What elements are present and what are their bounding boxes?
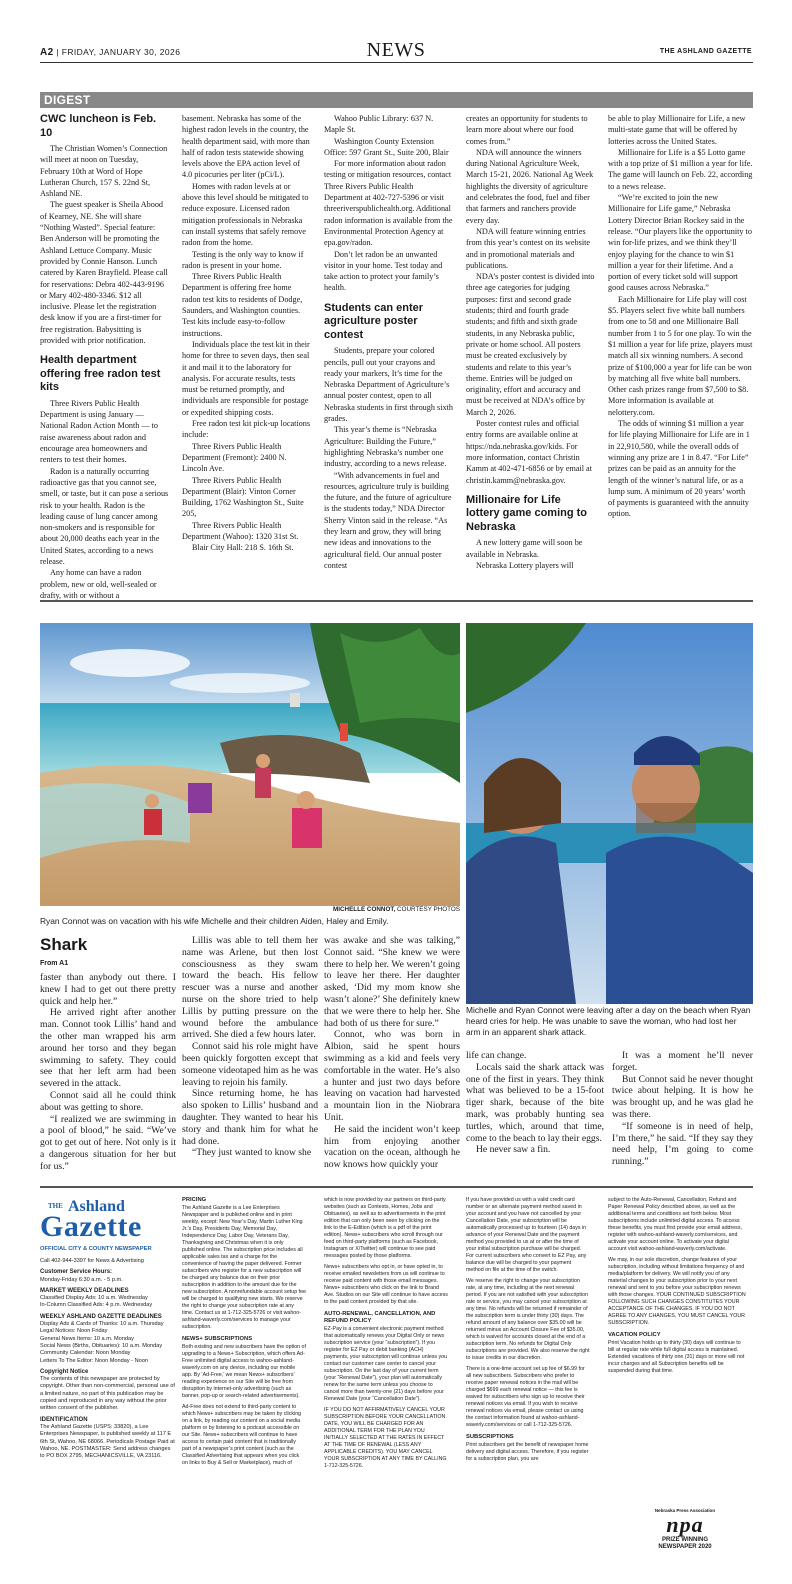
fine-print-paragraph: There is a one-time account set up fee of $6.99 for all new subscribers. Subscribers who prefer to receive paper renewal notices in the mail will be charged $699 each renewal notice — this fee is waived for subscribers who sign up to receive their renewal notices via email. If you wish to receive renewal notices via email, please contact us using the contact information found at wahoo-ashland-waverly.com/services or call 1-712-325-5726. xyxy=(466,1366,585,1428)
article-paragraph: Three Rivers Public Health Department (Blair): Vinton Corner Building, 1762 Washington St., Suite 205, xyxy=(182,475,304,519)
article-paragraph: Students, prepare your colored pencils, pull out your crayons and ready your markers, It’s time for the Nebraska Department of Agriculture’s annual poster contest, open to all Nebraska students in first through sixth grades. xyxy=(324,346,453,424)
header-rule xyxy=(40,62,753,63)
contact-line: Call 402-944-3397 for News & Advertising xyxy=(40,1258,144,1264)
weekly-deadlines-heading: WEEKLY ASHLAND GAZETTE DEADLINES xyxy=(40,1313,162,1320)
fine-print-column-1 xyxy=(182,1197,306,1471)
masthead-box xyxy=(40,1198,176,1460)
article-paragraph: Don’t let radon be an unwanted visitor in your home. Test today and take action to protect your family’s health. xyxy=(324,249,443,293)
fine-print-paragraph: Print subscribers get the benefit of newspaper home delivery and digital access. Therefore, if you register for a subscription plan, you are xyxy=(466,1442,589,1462)
photo-credit xyxy=(320,906,460,913)
story-paragraph: He arrived right after another man. Connot took Lillis’ hand and the other man wrapped his arm around her torso and they began swimming to safety. They could see that her left arm had been severed in the attack. xyxy=(40,1007,176,1090)
story-paragraph: He said the incident won’t keep him from enjoying another vacation on the ocean, although he now knows how quickly your xyxy=(324,1123,460,1171)
fine-print-paragraph: We may, in our sole discretion, change features of your subscription, including without limitations frequency of and media/platform for delivery. We will notify you of any material changes to your subscription prior to your next renewal and sent to you before your subscription renews with those changes. YOUR CONTINUED SUBSCRIPTION FOLLOWING SUCH CHANGES CONSTITUTES YOUR ACCEPTANCE OF THE CHANGES. IF YOU DO NOT AGREE TO ANY CHANGES, YOU MUST CANCEL YOUR SUBSCRIPTION. xyxy=(608,1257,746,1326)
masthead-details xyxy=(40,1258,176,1460)
cwc-headline: CWC luncheon is Feb. 10 xyxy=(40,113,157,139)
article-paragraph: The odds of winning $1 million a year for life playing Millionaire for Life are in 1 in 22,910,580, while the overall odds of winning any prize are 1 in 8.47. “For Life” prizes can be paid as an annuity for the length of the winner’s natural life, or as a lump sum. A minimum of 20 years’ worth of payments is guaranteed with the annuity option. xyxy=(608,419,750,519)
fine-print-paragraph: EZ-Pay is a convenient electronic payment method that automatically renews your Digital Only or news subscription service (your “subscription”). If you register for EZ Pay or debit banking (ACH) payments, your subscription will continue unless you contact our customer care center to cancel your subscription. On the last day of your current term (your “Renewal Date”), your plan will automatically renew for the same term unless you choose to cancel more than twenty-one (21) days before your Renewal Date (your “Cancellation Date”). xyxy=(324,1326,448,1402)
award-line: NEWSPAPER 2020 xyxy=(658,1544,712,1550)
market-deadlines-heading: MARKET WEEKLY DEADLINES xyxy=(40,1287,129,1294)
story-paragraph: life can change. xyxy=(466,1050,527,1061)
deadline-item: Social News (Births, Obituaries): 10 a.m. Monday xyxy=(40,1342,163,1349)
identification-text: The Ashland Gazette (USPS: 33820), a Lee Enterprises Newspaper, is published weekly at 117 E 6th St, Wahoo, NE 68066. Periodicals Postage Paid at Wahoo, NE. POSTMASTER: Send address changes to PO BOX 2795, MECHANICSVILLE, VA 23116. xyxy=(40,1423,175,1460)
masthead-tagline: OFFICIAL CITY & COUNTY NEWSPAPER xyxy=(40,1246,152,1252)
article-paragraph: Three Rivers Public Health Department (Wahoo): 1320 31st St. xyxy=(182,520,299,541)
poster-contest-headline: Students can enter agriculture poster contest xyxy=(324,301,424,341)
lottery-headline: Millionaire for Life lottery game coming to Nebraska xyxy=(466,493,588,533)
deadline-item: Classified Display Ads: 10 a.m. Wednesday xyxy=(40,1295,148,1302)
deadline-item: In-Column Classified Ads: 4 p.m. Wednesday xyxy=(40,1302,153,1309)
couple-selfie-photo xyxy=(466,623,753,1004)
article-paragraph: Blair City Hall: 218 S. 16th St. xyxy=(192,543,294,553)
digest-column-3 xyxy=(324,113,453,571)
article-paragraph: basement. Nebraska has some of the highest radon levels in the country, the health department said, with more than half of radon tests statewide showing levels above the EPA action level of 4.0 picocuries per liter (pCi/L). xyxy=(182,114,310,180)
article-paragraph: creates an opportunity for students to learn more about where our food comes from.” xyxy=(466,114,588,146)
article-paragraph: NDA will announce the winners during National Agriculture Week, March 15-21, 2026. National Ag Week highlights the diversity of agriculture and celebrates the food, fuel and fiber that farmers and ranchers provide every day. xyxy=(466,147,594,225)
story-column-2 xyxy=(182,935,318,1159)
story-paragraph: He never saw a fin. xyxy=(476,1144,551,1156)
logo-the: THE xyxy=(48,1202,63,1210)
article-paragraph: be able to play Millionaire for Life, a new multi-state game that will be offered by lotteries across the United States. xyxy=(608,114,746,146)
article-paragraph: Poster contest rules and official entry forms are available online at https://nda.nebraska.gov/kids. For more information, contact Christin Kamm at 402-471-6856 or by email at christin.kamm@nebraska.gov. xyxy=(466,419,592,485)
news-plus-heading: NEWS+ SUBSCRIPTIONS xyxy=(182,1336,253,1342)
digest-bar xyxy=(40,92,753,108)
customer-service-hours: Monday-Friday 6:30 a.m. - 5 p.m. xyxy=(40,1276,123,1283)
fine-print-paragraph: Print Vacation holds up to thirty (30) days will continue to bill at regular rate while full digital access is maintained. Extended vacations of thirty one (31) days or more will not incur charges and all Subscription benefits will be suspended during that time. xyxy=(608,1340,745,1374)
photographer-name: MICHELLE CONNOT, xyxy=(332,906,396,913)
fine-print-paragraph: which is now provided by our partners on third-party websites (such as Contests, Homes, Jobs and Obituaries), as well as to advertisements in the print edition that can only been seen by clicking on the link to the E-Edition (which is a pdf of the print edition). News+ subscribers who scroll through our feed on third-party platforms (such as Facebook, Instagram or X/Twitter) will continue to see paid messages posted by those platforms. xyxy=(324,1197,446,1259)
article-paragraph: For more information about radon testing or mitigation resources, contact Three Rivers Public Health Department at 402-727-5396 or visit threeriverspublichealth.org. Additional radon information is available from the Environmental Protection Agency at epa.gov/radon. xyxy=(324,159,453,248)
story-paragraph: faster than anybody out there. I knew I had to get out there pretty quick and help her.” xyxy=(40,972,176,1007)
deadline-item: Letters To The Editor: Noon Monday - Noon xyxy=(40,1357,148,1364)
deadline-item: General News Items: 10 a.m. Monday xyxy=(40,1335,134,1342)
npa-title: Nebraska Press Association xyxy=(654,1508,716,1513)
section-divider xyxy=(40,1186,753,1188)
article-paragraph: Three Rivers Public Health Department (Fremont): 2400 N. Lincoln Ave. xyxy=(182,441,287,474)
npa-award-badge xyxy=(640,1508,730,1551)
story-column-4 xyxy=(466,1050,604,1156)
subscriptions-heading: SUBSCRIPTIONS xyxy=(466,1434,514,1440)
story-headline: Shark xyxy=(40,935,88,954)
fine-print-paragraph: The Ashland Gazette is a Lee Enterprises Newspaper and is published online and in print weekly, except: New Year’s Day, Martin Luther King Jr.’s Day, Presidents Day, Memorial Day, Independence Day, Labor Day, Veterans Day, Thanksgiving and Christmas when it is only published online. The subscription price includes all applicable sales tax and a charge for the convenience of having the paper delivered. Former subscribers who register for a new subscription will be charged any balance due on their prior subscription in addition to the amount due for the new subscription. A nonrefundable account setup fee will be charged to qualifying new starts. We reserve the right to change your subscription rate at any time. Contact us at 1-712-325-5726 or visit wahoo-ashland-waverly.com/services to manage your subscription. xyxy=(182,1205,306,1330)
deadline-item: Display Ads & Cards of Thanks: 10 a.m. Thursday xyxy=(40,1321,164,1328)
article-paragraph: Testing is the only way to know if radon is present in your home. xyxy=(182,249,304,270)
logo-ashland: Ashland xyxy=(68,1198,125,1215)
deadline-item: Legal Notices: Noon Friday xyxy=(40,1328,108,1335)
article-paragraph: Millionaire for Life is a $5 Lotto game with a top prize of $1 million a year for life. The game will launch on Feb. 22, according to a news release. xyxy=(608,147,753,191)
story-paragraph: Locals said the shark attack was one of the first in years. They think what was believed to be a 15-foot tiger shark, because of the bite mark, was probably hunting sea turtles, which, around that time, come to the beach to lay their eggs. xyxy=(466,1061,604,1144)
fine-print-paragraph: subject to the Auto-Renewal, Cancellation, Refund and Paper Renewal Policy described above, as well as the additional terms and conditions set forth below. Most subscriptions include unlimited digital access. To access these benefits, you must first provide your email address, register with wahoo-ashland-waverly.com/services, and activate your account online. To activate your digital account visit wahoo-ashland-waverly.com/activate. xyxy=(608,1197,742,1252)
article-paragraph: The Christian Women’s Connection will meet at noon on Tuesday, February 10th at Word of Hope Lutheran Church, 157 S. 22nd St, Ashland NE. xyxy=(40,144,168,199)
article-paragraph: This year’s theme is “Nebraska Agriculture: Building the Future,” highlighting Nebraska’s number one industry, according to a news release. xyxy=(324,425,447,469)
section-divider xyxy=(40,600,753,602)
story-column-1 xyxy=(40,972,176,1173)
fine-print-paragraph: If you have provided us with a valid credit card number or an alternate payment method saved in your account and you have not cancelled by your Cancellation Date, your subscription will be automatically processed up to fourteen (14) days in advance of your Renewal Date and the payment method you provided to us at or after the time of your initial subscription purchase will be charged. For current subscribers who convert to EZ Pay, any balance due will be charged to your payment method on file at the time of the switch. xyxy=(466,1197,587,1273)
story-paragraph: Lillis was able to tell them her name was Arlene, but then lost consciousness as they swam toward the beach. His fellow rescuer was a nurse and another nurse on the shore tried to help Lillis by putting pressure on the wound before the ambulance arrived. She died a few hours later. xyxy=(182,935,318,1041)
story-paragraph: Connot said all he could think about was getting to shore. xyxy=(40,1089,176,1113)
article-paragraph: Free radon test kit pick-up locations include: xyxy=(182,419,311,440)
article-paragraph: Nebraska Lottery players will xyxy=(476,560,574,570)
story-paragraph: But Connot said he never thought twice about helping. It is how he was brought up, and he was glad he was there. xyxy=(612,1073,753,1120)
digest-column-5 xyxy=(608,113,753,520)
story-column-5 xyxy=(612,1050,753,1168)
article-paragraph: Washington County Extension Office: 597 Grant St., Suite 200, Blair xyxy=(324,136,449,157)
beach-family-photo xyxy=(40,623,460,906)
story-paragraph: “If someone is in need of help, I’m there,” he said. “If they say they need help, I’m going to come running.” xyxy=(612,1120,753,1168)
copyright-heading: Copyright Notice xyxy=(40,1368,89,1375)
fine-print-column-2 xyxy=(324,1197,448,1474)
digest-column-4 xyxy=(466,113,595,571)
article-paragraph: Radon is a naturally occurring radioactive gas that you cannot see, smell, or taste, but it can pose a serious risk to your health. Radon is the leading cause of lung cancer among non-smokers and is responsible for about 20,000 deaths each year in the United States, according to a news release. xyxy=(40,466,169,566)
story-paragraph: “They just wanted to know she xyxy=(192,1147,312,1159)
story-paragraph: was awake and she was talking,” Connot said. “She knew we were there to help her. We weren’t going to leave her there. Her daughter asked, ‘Did my mom know she wasn’t alone?’ She definitely knew that we were there to help her. She had both of us there for sure.” xyxy=(324,935,460,1029)
fine-print-paragraph: IF YOU DO NOT AFFIRMATIVELY CANCEL YOUR SUBSCRIPTION BEFORE YOUR CANCELLATION DATE, YOU WILL BE CHARGED FOR AN ADDITIONAL TERM FOR THE PLAN YOU INITIALLY SELECTED AT THE RATES IN EFFECT AT THE TIME OF RENEWAL (LESS ANY APPLICABLE CREDITS). YOU MAY CANCEL YOUR SUBSCRIPTION AT ANY TIME BY CALLING 1-712-325-5726. xyxy=(324,1407,447,1469)
article-paragraph: Each Millionaire for Life play will cost $5. Players select five white ball numbers from one to 58 and one Millionaire Ball number from 1 to 5 for one play. To win the $1 million a year for life prize, players must match all six winning numbers. A second prize of $100,000 a year for life can be won by matching all five white ball numbers. Other cash prizes range from $7,500 to $8. More information is available at nelottery.com. xyxy=(608,294,753,417)
digest-column-2 xyxy=(182,113,311,554)
customer-service-heading: Customer Service Hours: xyxy=(40,1269,113,1276)
fine-print-column-3 xyxy=(466,1197,590,1467)
paper-name: THE ASHLAND GAZETTE xyxy=(659,48,752,55)
fine-print-paragraph: Both existing and new subscribers have the option of upgrading to a News+ Subscription, which offers Ad-Free unlimited digital access to wahoo-ashland-waverly.com on any device, including our mobile app. By ‘Ad-Free,’ we mean News+ subscribers’ reading experience on our Site will be free from disruption by internet-only advertising (such as banner, pop-up or search-related advertisements). xyxy=(182,1344,306,1399)
story-paragraph: “I realized we are swimming in a pool of blood,” he said. “We’ve got to get out of here. Not only is it a dangerous situation for her but for us.” xyxy=(40,1113,176,1172)
copyright-text: The contents of this newspaper are protected by copyright. Other than non-commercial, personal use of a limited nature, no part of this publication may be copied and reproduced in any way without the prior written consent of the publisher. xyxy=(40,1376,175,1412)
award-line: PRIZE WINNING xyxy=(662,1537,708,1543)
photo-caption: Ryan Connot was on vacation with his wife Michelle and their children Aiden, Haley and Emily. xyxy=(40,916,389,926)
article-paragraph: Wahoo Public Library: 637 N. Maple St. xyxy=(324,114,434,135)
article-paragraph: NDA will feature winning entries from this year’s contest on its website and in promotional materials and publications. xyxy=(466,226,591,270)
article-paragraph: A new lottery game will soon be available in Nebraska. xyxy=(466,538,583,559)
article-paragraph: Individuals place the test kit in their home for three to seven days, then seal it and mail it to the laboratory for analysis. For accurate results, tests must be returned promptly, and individuals are responsible for postage or expedited shipping costs. xyxy=(182,339,310,417)
story-paragraph: It was a moment he’ll never forget. xyxy=(612,1050,753,1073)
fine-print-paragraph: We reserve the right to change your subscription rate, at any time, including at the next renewal period. If you are not satisfied with your subscription rate or service, you may cancel your subscription at any time. No refunds will be returned if remainder of the subscription term is under thirty (30) days. The refund amount of any balance over $35.00 will be returned minus an Account Closure Fee of $35.00, which is waived for accounts closed at the end of a subscription term. No refunds for Digital Only subscriptions are provided. We also reserve the right to issue credits in our discretion. xyxy=(466,1278,590,1361)
fine-print-paragraph: News+ subscribers who opt in, or have opted in, to receive emailed newsletters from us will continue to receive paid content with those email messages. News+ subscribers who click on the link to Brand Ave. Studios on our Site will continue to have access to the paid content provided by that site. xyxy=(324,1264,448,1305)
jump-line: From A1 xyxy=(40,960,69,967)
fine-print-paragraph: Ad-Free does not extend to third-party content to which News+ subscribers may be taken by clicking on a link, by reading our content on a social media platform or by listening to a podcast accessible on our Site. News+ subscribers will continue to have access to certain paid content that is traditionally part of a newspaper’s print content (such as the Classified Advertising that appears when you click on links to Buy & Sell or Marketplace), much of xyxy=(182,1404,302,1466)
story-column-3 xyxy=(324,935,460,1171)
section-title: NEWS xyxy=(366,39,426,61)
page-folio: A2 | FRIDAY, JANUARY 30, 2026 xyxy=(40,47,181,58)
issue-date: FRIDAY, JANUARY 30, 2026 xyxy=(61,47,181,57)
digest-label: DIGEST xyxy=(44,93,91,107)
logo-gazette: Gazette xyxy=(40,1210,142,1243)
story-paragraph: Connot said his role might have been quickly forgotten except that someone videotaped him as he was leaving to rejoin his family. xyxy=(182,1041,318,1088)
page-number: A2 xyxy=(40,47,54,58)
article-paragraph: Three Rivers Public Health Department is offering free home radon test kits to residents of Dodge, Saunders, and Washington counties. Test kits include easy-to-follow instructions. xyxy=(182,272,303,338)
radon-headline: Health department offering free radon test kits xyxy=(40,354,161,394)
story-paragraph: Connot, who was born in Albion, said he spent hours swimming as a kid and feels very comfortable in the water. He’s also a hunter and just two days before leaving on vacation had harvested a mountain lion in the Niobrara Unit. xyxy=(324,1029,460,1123)
photo-source: COURTESY PHOTOS xyxy=(397,906,460,913)
story-paragraph: Since returning home, he has also spoken to Lillis’ husband and daughter. They wanted to hear his story and thank him for what he had done. xyxy=(182,1088,318,1147)
npa-logo: npa xyxy=(666,1512,704,1537)
article-paragraph: NDA’s poster contest is divided into three age categories for judging purposes: first and second grade students; third and fourth grade students; and fifth and sixth grade students, in any Nebraska public, private or home school. All posters must be created exclusively by students and relate to this year’s theme. Entries will be judged on originality, effort and accuracy and must be received at NDA’s office by March 2, 2026. xyxy=(466,272,595,417)
photo-caption: Michelle and Ryan Connot were leaving after a day on the beach when Ryan heard cries for help. He was unable to save the woman, who had lost her arm in an apparent shark attack. xyxy=(466,1005,751,1037)
auto-renewal-heading: AUTO-RENEWAL, CANCELLATION, AND REFUND POLICY xyxy=(324,1311,436,1324)
article-paragraph: The guest speaker is Sheila Abood of Kearney, NE. She will share “Nothing Wasted”. Special feature: Ben Anderson will be promoting the Ashland Lettuce Company. Music provided by Connie Hanson. Lunch catered by Karen Brayfield. Please call for reservations: Debra 402-443-9196 or Mary 402-480-3346. $12 all inclusive. Please let the registration desk know if you are a first-timer for free registration. Babysitting is provided with prior notification. xyxy=(40,200,168,346)
article-paragraph: Three Rivers Public Health Department is using January — National Radon Action Month — to raise awareness about radon and encourage area homeowners and renters to test their homes. xyxy=(40,398,159,465)
pricing-heading: PRICING xyxy=(182,1197,207,1203)
article-paragraph: “We’re excited to join the new Millionaire for Life game,” Nebraska Lottery Director Brian Rockey said in the release. “Our players like the opportunity to win for-life prizes, and we think they’ll enjoy playing for the chance to win $1 million a year for their lifetime. And a portion of every ticket sold will support good causes across Nebraska.” xyxy=(608,193,752,293)
deadline-item: Community Calendar: Noon Monday xyxy=(40,1350,131,1357)
article-paragraph: Any home can have a radon problem, new or old, well-sealed or drafty, with or without a xyxy=(40,568,157,600)
digest-column-1 xyxy=(40,113,169,601)
article-paragraph: “With advancements in fuel and resources, agriculture truly is building the future, and the future of agriculture is the students today,” NDA Director Sherry Vinton said in the release. “As they learn and grow, they will bring new ideas and innovations to the agricultural field. Our annual poster contest xyxy=(324,470,452,570)
identification-heading: IDENTIFICATION xyxy=(40,1416,88,1423)
gazette-logo xyxy=(40,1198,176,1244)
article-paragraph: Homes with radon levels at or above this level should be mitigated to reduce exposure. Licensed radon mitigation professionals in Nebraska can install systems that safely remove radon from the home. xyxy=(182,181,309,248)
vacation-policy-heading: VACATION POLICY xyxy=(608,1332,661,1338)
fine-print-column-4 xyxy=(608,1197,748,1379)
